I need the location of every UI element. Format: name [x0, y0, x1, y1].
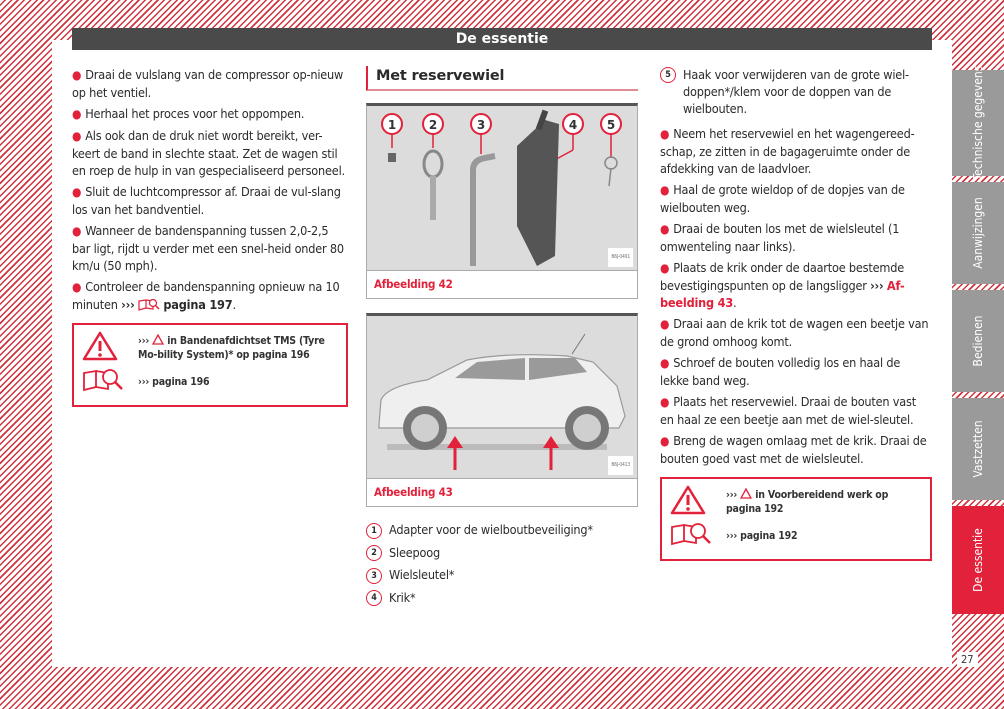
bullet-item: ● Als ook dan de druk niet wordt bereikt, ver-keert de band in slechte staat. Zet de wagen stil en roep de hulp in van gespecialiseerd personeel. [72, 128, 345, 178]
bullet-dot-icon: ● [660, 222, 670, 236]
legend-item: 1 Adapter voor de wielboutbeveiliging* [366, 521, 638, 539]
tab-vastzetten[interactable]: Vastzetten [952, 398, 1004, 500]
number-badge: 2 [366, 545, 382, 561]
column-2 [366, 66, 638, 611]
bullet-dot-icon: ● [660, 261, 670, 275]
warning-link[interactable]: in Voorbereidend werk op pagina 192 [726, 489, 889, 515]
legend-item: 4 Krik* [366, 589, 638, 607]
page-link[interactable]: ››› pagina 196 [138, 376, 210, 388]
callout-4-label: 4 [568, 118, 578, 132]
warning-reference-box: ››› in Bandenafdichtset TMS (Tyre Mo-bility System)* op pagina 196 ››› pagina 196 [72, 323, 348, 407]
callout-5-label: 5 [606, 118, 616, 132]
bullet-item: ● Draai aan de krik tot de wagen een beetje van de grond omhoog komt. [660, 316, 929, 349]
book-magnifier-icon [138, 298, 160, 311]
callout-1-label: 1 [387, 118, 397, 132]
bullet-item: ● Sluit de luchtcompressor af. Draai de vul-slang los van het bandventiel. [72, 184, 341, 217]
bullet-dot-icon: ● [660, 356, 670, 370]
book-magnifier-icon [82, 367, 124, 393]
bullet-dot-icon: ● [72, 107, 82, 121]
warning-reference-box: ››› in Voorbereidend werk op pagina 192 ››› pagina 192 [660, 477, 932, 561]
bullet-item: ● Haal de grote wieldop of de dopjes van de wielbouten weg. [660, 182, 905, 215]
figure-43 [366, 313, 638, 479]
column-3 [660, 66, 932, 561]
warning-link[interactable]: in Bandenafdichtset TMS (Tyre Mo-bility System)* op pagina 196 [138, 335, 325, 361]
bullet-dot-icon: ● [72, 129, 82, 143]
bullet-item: ● Schroef de bouten volledig los en haal de lekke band weg. [660, 355, 901, 388]
page-link[interactable]: ››› pagina 192 [726, 530, 798, 542]
bullet-dot-icon: ● [660, 183, 670, 197]
warning-triangle-icon [82, 331, 118, 361]
book-magnifier-icon [670, 521, 712, 547]
bullet-item: ● Breng de wagen omlaag met de krik. Draai de bouten goed vast met de wielsleutel. [660, 433, 927, 466]
reference-arrows: ››› [870, 278, 884, 293]
section-title: Met reservewiel [366, 66, 638, 91]
page-link[interactable]: pagina 197 [163, 297, 233, 312]
bullet-dot-icon: ● [72, 68, 82, 82]
figure-caption: Afbeelding 43 [366, 479, 638, 507]
bullet-item: ● Controleer de bandenspanning opnieuw na 10 minuten ››› pagina 197. [72, 279, 340, 312]
figure-caption: Afbeelding 42 [366, 271, 638, 299]
legend-item: 3 Wielsleutel* [366, 566, 638, 584]
bullet-dot-icon: ● [660, 395, 670, 409]
warning-triangle-icon [670, 485, 706, 515]
figure-link[interactable]: Af-beelding 43 [660, 278, 905, 310]
tab-aanwijzingen[interactable]: Aanwijzingen [952, 182, 1004, 284]
tab-bedienen[interactable]: Bedienen [952, 290, 1004, 392]
legend-list [366, 521, 638, 606]
number-badge: 4 [366, 590, 382, 606]
bullet-item: ● Draai de bouten los met de wielsleutel (1 omwenteling naar links). [660, 221, 900, 254]
number-badge: 1 [366, 523, 382, 539]
reference-arrows: ››› [121, 297, 135, 312]
chapter-header: De essentie [72, 28, 932, 50]
legend-item: 5 Haak voor verwijderen van de grote wiel-doppen*/klem voor de doppen van de wielbouten. [660, 66, 932, 117]
page-number: 27 [957, 652, 978, 667]
number-badge: 5 [660, 67, 676, 83]
tab-technische-gegevens[interactable]: Technische gegevens [952, 70, 1004, 176]
warning-small-icon [152, 334, 164, 345]
bullet-dot-icon: ● [72, 224, 82, 238]
bullet-dot-icon: ● [660, 434, 670, 448]
figure-code: B6J-0491 [608, 248, 633, 267]
bullet-item: ● Wanneer de bandenspanning tussen 2,0-2,5 bar ligt, rijdt u verder met een snel-heid onder 80 km/u (50 mph). [72, 223, 344, 273]
callout-3-label: 3 [476, 118, 486, 132]
tools-illustration [367, 106, 637, 270]
column-1 [72, 66, 348, 407]
bullet-item: ● Herhaal het proces voor het oppompen. [72, 106, 305, 121]
car-side-illustration [367, 316, 637, 478]
bullet-item: ● Neem het reservewiel en het wagengereed-schap, ze zitten in de bagageruimte onder de afdekking van de laadvloer. [660, 126, 915, 176]
bullet-dot-icon: ● [660, 127, 670, 141]
bullet-item: ● Plaats het reservewiel. Draai de bouten vast en haal ze een beetje aan met de wiel-sleutel. [660, 394, 916, 427]
bullet-item: ● Draai de vulslang van de compressor op-nieuw op het ventiel. [72, 67, 344, 100]
bullet-dot-icon: ● [72, 280, 82, 294]
callout-2-label: 2 [428, 118, 438, 132]
chapter-tabs [952, 0, 1004, 709]
warning-small-icon [740, 488, 752, 499]
tab-de-essentie[interactable]: De essentie [952, 506, 1004, 614]
legend-item: 2 Sleepoog [366, 544, 638, 562]
figure-42 [366, 103, 638, 271]
bullet-dot-icon: ● [660, 317, 670, 331]
bullet-dot-icon: ● [72, 185, 82, 199]
number-badge: 3 [366, 568, 382, 584]
bullet-item: ● Plaats de krik onder de daartoe bestemde bevestigingspunten op de langsligger ››› Af-beelding 43. [660, 260, 905, 310]
figure-code: B6J-0413 [608, 456, 633, 475]
